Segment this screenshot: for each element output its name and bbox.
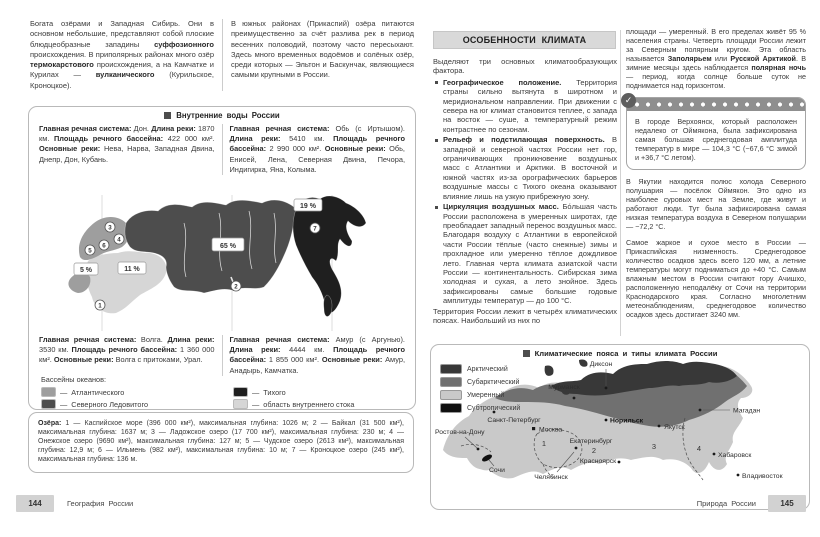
capital-marker [532,427,535,430]
river-systems-row-2 [39,335,405,376]
svg-text:Диксон: Диксон [589,361,613,368]
region-pacific [293,196,366,316]
city-dot [737,474,740,477]
column-divider [620,30,621,336]
lakes-paragraph: Озёра: 1 — Каспийское море (396 000 км²), максимальная глубина: 1026 м; 2 — Байкал (31 500 км²), максимальная глубина: 1637 м; 3 — Ладожское озеро (17 700 км²), максимальная глубина: 230 м; 4 — Онежское озеро (9690 км²), максимальная глубина: 127 м; 5 — Чудское озеро (2613 км²), максимальная глубина: 12,9 м; 6 — Ильмень (982 км²), максимальная глубина: 10 м; 7 — Кроноцкое озеро (245 км²), максимальная глубина: 136 м. [38,420,404,464]
legend-label: Атлантического [71,387,125,397]
legend-dash: — [252,387,260,397]
zone-number-4: 4 [696,444,702,453]
city-dot [477,448,480,451]
note-dots-header [627,98,805,111]
svg-text:Сочи: Сочи [489,467,505,474]
subtropical-belt-swatch [440,403,462,413]
legend-item-arctic-belt [440,364,520,374]
svg-text:Красноярск: Красноярск [579,458,617,465]
climate-intro: Выделяют три основных климатообразующих фактора. [433,57,617,76]
lake-marker-6 [99,240,109,250]
lakes-box [28,412,414,473]
svg-text:Норильск: Норильск [610,417,644,425]
legend-item-pacific [233,387,405,397]
internal-drainage-swatch [233,399,248,409]
svg-text:11 %: 11 % [124,266,140,273]
climate-map-title: Климатические пояса и типы климата России [534,349,718,358]
lake-marker-2 [231,281,241,291]
svg-text:Санкт-Петербург: Санкт-Петербург [487,417,541,424]
legend-label: Умеренный [467,391,505,399]
river-system-don: Главная речная система: Дон. Длина реки: 1870 км. Площадь речного бассейна: 422 000 км². Основные реки: Нева, Нарва, Западная Двина, Днепр, Дон, Кубань. [39,124,215,164]
arctic-belt-swatch [440,364,462,374]
check-icon: ✓ [621,93,636,108]
legend-item-arctic [41,399,233,409]
city-dot [575,447,578,450]
svg-text:65 %: 65 % [220,243,236,250]
square-bullet-icon [523,350,530,357]
climate-zones-paragraph: Территория России лежит в четырёх климатических поясах. Наибольший из них по [433,306,617,325]
legend-dash: — [60,399,68,409]
legend-label: Арктический [467,365,508,373]
legend-item-temperate-belt [440,390,520,400]
lake-marker-1 [95,300,105,310]
lake-marker-5 [85,245,95,255]
percent-label-internal [118,262,146,274]
intro-paragraph-caspian: В южных районах (Прикаспий) озёра питаются преимущественно за счёт разлива рек в период весенних половодий, поэтому часто пересыхают. Здесь много временных водоёмов и солёных озёр, среди которых — Эльтон и Баскунчак, являющиеся самыми крупными в России. [222,19,414,91]
temperate-belt-swatch [440,390,462,400]
svg-text:7: 7 [313,225,317,233]
legend-label: Субарктический [467,378,520,386]
basins-legend-title: Бассейны океанов: [41,375,107,384]
legend-dash: — [60,387,68,397]
svg-text:3: 3 [108,224,112,232]
factor-geographic-position: Географическое положение. Территория страны сильно вытянута в широтном и меридиональном направлении. При движении с севера на юг климат становится теплее, с запада на восток — суше, а температурный режим контрастнее по сезонам. [433,78,617,134]
climate-map-header [431,349,809,358]
legend-label: Субтропический [467,404,521,412]
lake-marker-4 [114,234,124,244]
svg-text:Москва: Москва [539,426,563,434]
basins-legend [41,375,405,409]
svg-text:4: 4 [117,236,121,244]
city-dot [573,397,576,400]
svg-text:19 %: 19 % [300,203,316,210]
legend-item-internal [233,399,405,409]
lake-marker-3 [105,222,115,232]
legend-label: область внутреннего стока [263,399,355,409]
verkhoyansk-note-text: В городе Верхоянск, который расположен недалеко от Оймякона, была зафиксирована самая большая среднегодовая амплитуда температур в мире — 104,3 °C (−67,6 °C зимой и +36,7 °C летом). [635,117,797,162]
city-krasnoyarsk [580,458,621,465]
page-footer-left [16,495,133,512]
river-system-volga: Главная речная система: Волга. Длина реки: 3530 км. Площадь речного бассейна: 1 360 000 км². Основные реки: Волга с притоками, Урал. [39,335,215,365]
climate-column-1 [433,57,617,325]
city-norilsk [605,418,644,425]
lakes-intro-paragraphs [30,19,414,91]
svg-text:Мурманск: Мурманск [548,384,580,391]
page-number-right: 145 [768,495,806,512]
verkhoyansk-note-box [626,97,806,170]
svg-text:Якутск: Якутск [664,424,685,431]
legend-item-subtropical-belt [440,403,520,413]
legend-dash: — [252,399,260,409]
city-dot [605,387,608,390]
page-number-left: 144 [16,495,54,512]
city-dot [618,461,621,464]
basins-legend-grid [41,387,405,409]
city-dot [605,419,608,422]
legend-label: Тихого [263,387,286,397]
city-khabarovsk [713,451,752,459]
city-vladivostok [737,473,783,480]
svg-text:5: 5 [88,247,92,255]
lake-marker-7 [310,223,320,233]
percent-label-atlantic [74,263,98,275]
factor-relief-surface: Рельеф и подстилающая поверхность. В западной и северной частях России нет гор, ограничивающих проникновение воздушных масс с Атлантики и Арктики. В восточной и южной частях из-за орографических барьеров воздушные массы с Тихого океана оказывают влияние лишь на узкую прибрежную зону. [433,135,617,201]
svg-text:Челябинск: Челябинск [534,474,568,481]
svg-text:Магадан: Магадан [733,407,761,415]
svg-text:2: 2 [234,283,238,291]
atlantic-swatch [41,387,56,397]
section-label-right: Природа России [696,499,756,508]
climate-factors-list [433,78,617,306]
inland-waters-box-header [29,111,415,120]
city-dot [658,425,661,428]
legend-item-subarctic-belt [440,377,520,387]
subarctic-belt-swatch [440,377,462,387]
legend-item-atlantic [41,387,233,397]
climate-section-title: ОСОБЕННОСТИ КЛИМАТА [433,31,616,49]
drainage-basins-map [34,193,408,333]
city-dot [713,453,716,456]
legend-label: Северного Ледовитого [71,399,149,409]
svg-text:5 %: 5 % [79,267,93,274]
svg-text:6: 6 [102,242,106,250]
arctic-swatch [41,399,56,409]
polar-region-paragraph: площади — умеренный. В его пределах живёт 95 % населения страны. Четверть площади России лежит за Северным полярным кругом. Эта область называется Заполярьем или Русской Арктикой. В зимние месяцы здесь наблюдается полярная ночь — период, когда солнце больше суток не поднимается над горизонтом. [626,27,806,90]
inland-waters-box [28,106,416,410]
zone-number-3: 3 [651,442,657,451]
river-systems-row-1 [39,124,405,175]
river-system-amur: Главная речная система: Амур (с Аргунью). Длина реки: 4444 км. Площадь речного бассейна: 1 855 000 км². Основные реки: Амур, Анадырь, Камчатка. [222,335,406,376]
zone-number-2: 2 [591,446,597,455]
climate-column-2 [626,27,806,319]
inland-waters-title: Внутренние воды России [176,111,280,120]
climate-map-box [430,344,810,510]
svg-text:Хабаровск: Хабаровск [718,452,752,459]
svg-text:Владивосток: Владивосток [742,473,783,480]
percent-label-pacific [294,199,322,211]
intro-paragraph-west-siberia: Богата озёрами и Западная Сибирь. Они в основном небольшие, представляют собой плоские блюдцеобразные западины суффозионного происхождения. В приполярных районах много озёр термокарстового происхождения, а на Камчатке и Курилах — вулканического (Курильское, Кроноцкое). [30,19,214,90]
climate-legend [440,364,520,413]
svg-text:Ростов-на-Дону: Ростов-на-Дону [435,429,485,436]
page-footer-right [600,495,806,512]
square-bullet-icon [164,112,171,119]
climate-extremes-paragraph: Самое жаркое и сухое место в России — Прикаспийская низменность. Среднегодовое количество осадков здесь всего 120 мм, а летние температуры могут подниматься до +40 °C. Самым влажным местом в России считают гору Ачишхо, расположенную неподалёку от Сочи на территории Краснодарского края. Согласно многолетним метеонаблюдениям, среднегодовое количество осадков здесь достигает 3240 мм. [626,238,806,319]
zone-number-1: 1 [541,439,547,448]
percent-label-arctic [212,238,244,251]
section-label-left: География России [67,499,134,508]
factor-air-circulation: Циркуляция воздушных масс. Бо́льшая часть России расположена в умеренных широтах, где преобладает западный перенос воздушных масс. Благодаря воздуху с Атлантики в европейской части России тёплые (часто снежные) зимы и прохладное или умеренно тёплое дождливое лето. Главная черта климата азиатской части России — континентальность. Сибирская зима холодная и сухая, а лето знойное. Здесь зафиксированы самые большие годовые амплитуды температур — до 100 °C. [433,202,617,305]
river-system-ob: Главная речная система: Обь (с Иртышом). Длина реки: 5410 км. Площадь речного бассейна: 2 990 000 км². Основные реки: Обь, Енисей, Лена, Северная Двина, Печора, Индигирка, Яна, Колыма. [222,124,406,175]
city-dot [699,409,702,412]
svg-text:1: 1 [98,302,102,310]
svg-text:Екатеринбург: Екатеринбург [569,438,613,445]
pacific-swatch [233,387,248,397]
yakutia-paragraph: В Якутии находится полюс холода Северного полушария — посёлок Оймякон. Это одно из наиболее суровых мест на Земле, где живут и работают люди. Тут была зафиксирована самая низкая температура воздуха в Северном полушарии — −72,2 °C. [626,177,806,231]
